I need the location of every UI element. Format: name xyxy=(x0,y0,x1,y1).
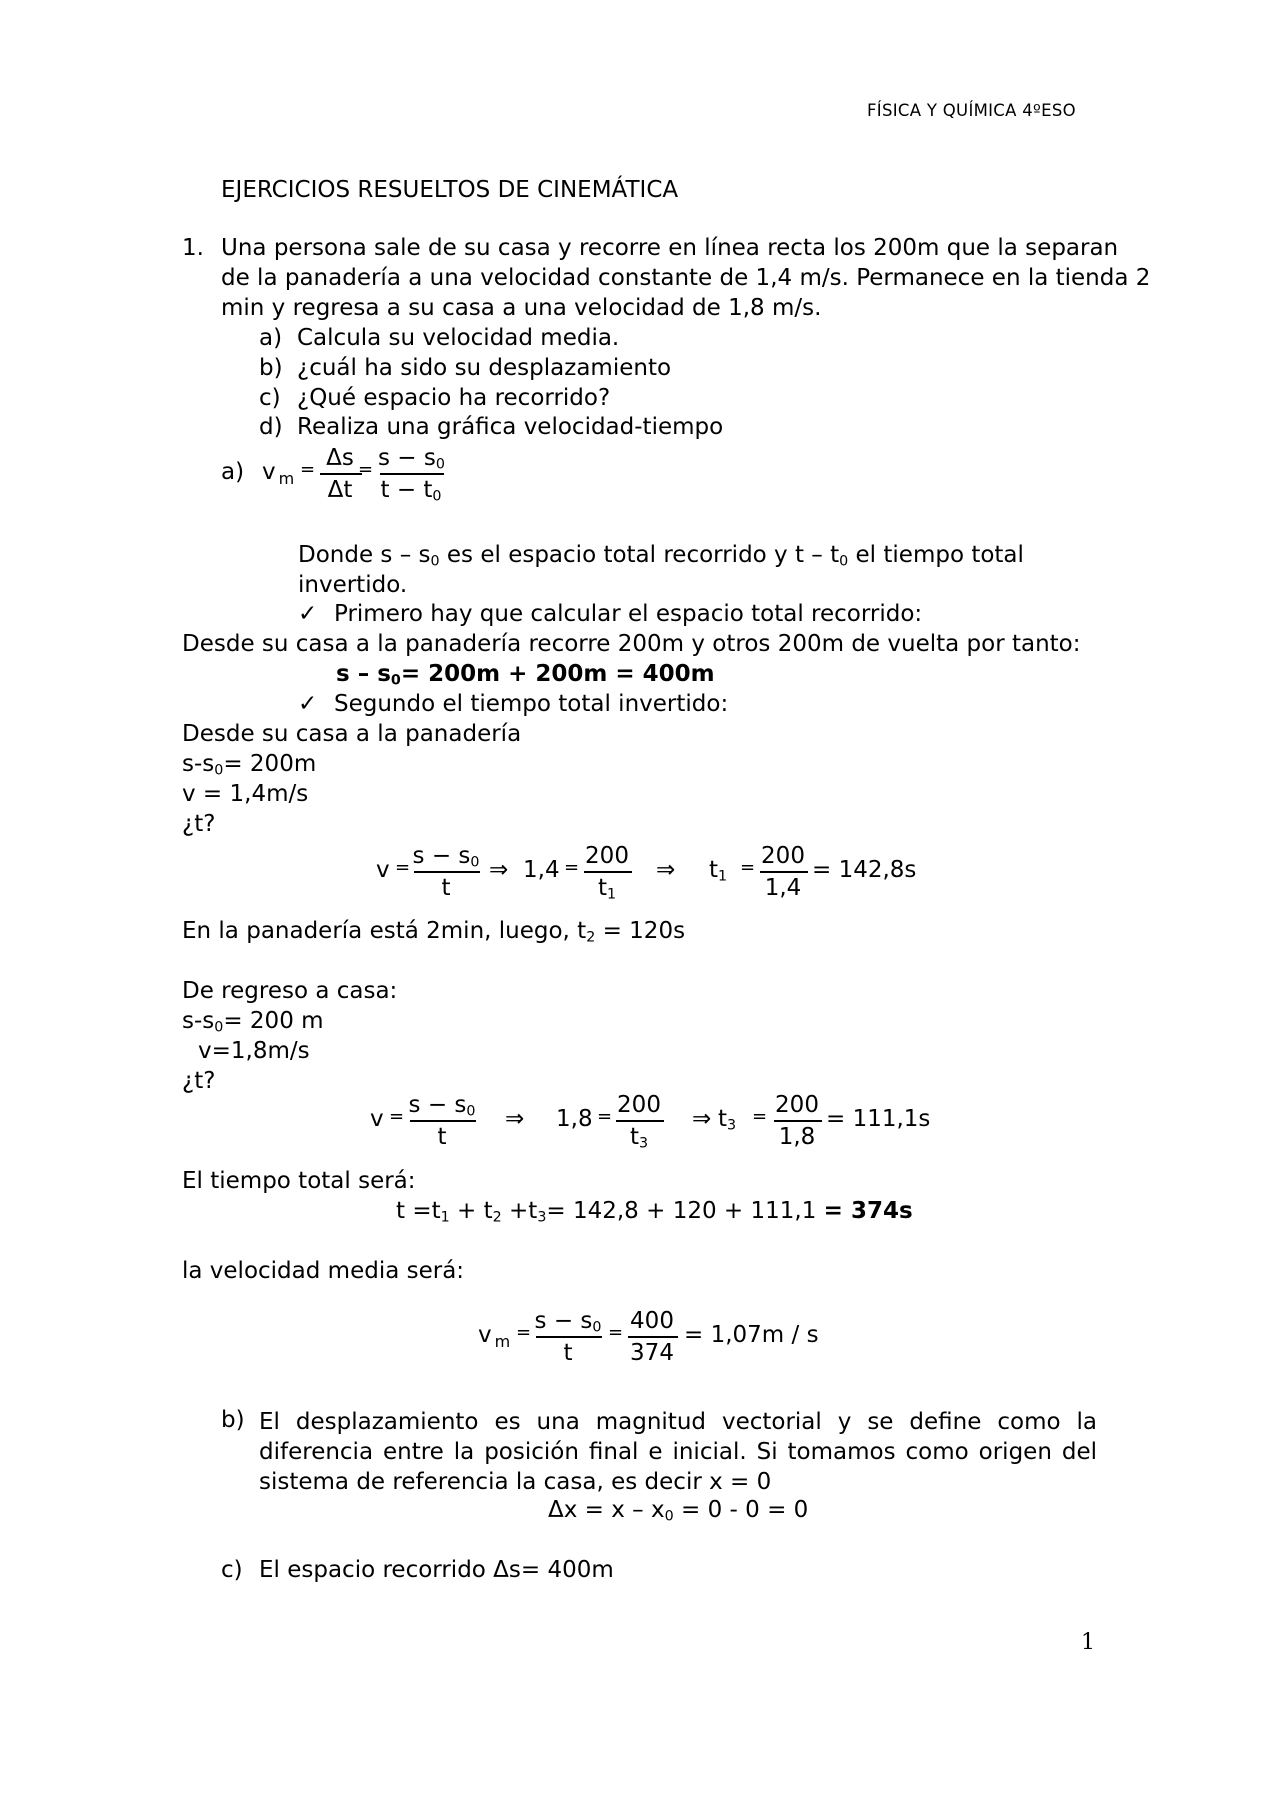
fraction-denominator: 1,4 xyxy=(764,875,802,901)
leg3-question: ¿t? xyxy=(182,1068,216,1094)
problem-number: 1. xyxy=(182,235,204,261)
fraction-denominator: t xyxy=(441,875,451,901)
fraction-bar xyxy=(628,1336,678,1338)
equals-sign: = xyxy=(358,459,374,480)
fraction-denominator: 374 xyxy=(630,1340,674,1366)
eq-t: $t_3$ xyxy=(718,1106,737,1134)
fraction-numerator: 200 xyxy=(775,1092,819,1118)
page-number: 1 xyxy=(1081,1630,1095,1655)
leg1-question: ¿t? xyxy=(182,811,216,837)
eq-value: 1,8 xyxy=(556,1106,593,1132)
fraction-bar xyxy=(410,1120,476,1122)
answer-c-label: c) xyxy=(221,1557,243,1583)
implies-arrow: ⇒ xyxy=(505,1106,525,1132)
fraction-numerator: $s - s_0$ xyxy=(412,843,480,871)
question-label: d) xyxy=(259,414,283,440)
fraction-bar xyxy=(760,871,808,873)
equals-sign: = xyxy=(395,857,411,878)
fraction-bar xyxy=(616,1120,664,1122)
answer-c-text: El espacio recorrido Δs= 400m xyxy=(259,1557,614,1583)
eq-result: = 111,1s xyxy=(826,1106,931,1132)
question-text: ¿cuál ha sido su desplazamiento xyxy=(297,355,672,381)
eq-t: $t_1$ xyxy=(709,857,728,885)
eq-value: 1,4 xyxy=(523,857,560,883)
fraction-bar xyxy=(536,1336,602,1338)
fraction-denominator: 1,8 xyxy=(778,1124,816,1150)
implies-arrow: ⇒ xyxy=(489,857,509,883)
equals-sign: = xyxy=(608,1322,624,1343)
where-line-2: invertido. xyxy=(298,572,408,598)
fraction-bar xyxy=(380,473,444,475)
fraction-bar xyxy=(320,473,362,475)
total-distance-result: $s - s_0= 200m + 200m = 400m$ xyxy=(336,661,715,689)
question-text: ¿Qué espacio ha recorrido? xyxy=(297,385,611,411)
statement-line-1: Una persona sale de su casa y recorre en línea recta los 200m que la separan xyxy=(221,235,1119,261)
total-distance-text: Desde su casa a la panadería recorre 200m y otros 200m de vuelta por tanto: xyxy=(182,631,1081,657)
leg3-title: De regreso a casa: xyxy=(182,978,398,1004)
fraction-numerator: $s - s_0$ xyxy=(378,445,445,473)
check-icon: ✓ xyxy=(298,691,318,717)
equals-sign: = xyxy=(752,1106,768,1127)
eq-v: v xyxy=(370,1106,384,1132)
fraction-numerator: 200 xyxy=(617,1092,661,1118)
equals-sign: = xyxy=(300,459,316,480)
eq-result: = 1,07m / s xyxy=(684,1322,819,1348)
question-text: Realiza una gráfica velocidad-tiempo xyxy=(297,414,724,440)
fraction-denominator: Δt xyxy=(327,477,353,503)
implies-arrow: ⇒ xyxy=(656,857,676,883)
formula-lhs: v $_m$ xyxy=(262,459,295,488)
leg1-title: Desde su casa a la panadería xyxy=(182,721,522,747)
eq-result: = 142,8s xyxy=(812,857,917,883)
total-time-result: = 374s xyxy=(823,1198,913,1224)
answer-b-text: El desplazamiento es una magnitud vectorial y se define como la diferencia entre la posición final e inicial. Si tomamos como origen del sistema de referencia la casa, es decir x = 0 xyxy=(259,1409,1097,1495)
fraction-numerator: $s - s_0$ xyxy=(408,1092,476,1120)
equals-sign: = xyxy=(740,857,756,878)
total-time-label: El tiempo total será: xyxy=(182,1168,416,1194)
statement-line-3: min y regresa a su casa a una velocidad de 1,8 m/s. xyxy=(221,295,822,321)
check-item-2: Segundo el tiempo total invertido: xyxy=(334,691,729,717)
fraction-bar xyxy=(414,871,480,873)
leg1-velocity: v = 1,4m/s xyxy=(182,781,309,807)
page-title: EJERCICIOS RESUELTOS DE CINEMÁTICA xyxy=(221,177,679,203)
leg1-distance: $s-s_0= 200m$ xyxy=(182,751,317,779)
equals-sign: = xyxy=(597,1106,613,1127)
fraction-denominator: t xyxy=(563,1340,573,1366)
answer-a-label: a) xyxy=(221,459,245,485)
fraction-numerator: 400 xyxy=(630,1308,674,1334)
implies-arrow: ⇒ xyxy=(692,1106,712,1132)
statement-line-2: de la panadería a una velocidad constante de 1,4 m/s. Permanece en la tienda 2 xyxy=(221,265,1151,291)
fraction-numerator: 200 xyxy=(585,843,629,869)
fraction-denominator: $t_3$ xyxy=(629,1124,649,1152)
eq-v: v xyxy=(376,857,390,883)
check-icon: ✓ xyxy=(298,601,318,627)
question-label: b) xyxy=(259,355,283,381)
mean-velocity-label: la velocidad media será: xyxy=(182,1258,465,1284)
answer-b-formula: $\Delta x = x - x_0 = 0 - 0 = 0$ xyxy=(548,1497,809,1525)
question-label: a) xyxy=(259,325,283,351)
equals-sign: = xyxy=(516,1322,532,1343)
total-time-formula: $t =t_1 + t_2 +t_3= 142,8 + 120 + 111,1 = 374s$ xyxy=(396,1198,913,1226)
fraction-denominator: $t_1$ xyxy=(597,875,617,903)
fraction-bar xyxy=(774,1120,822,1122)
fraction-numerator: Δs xyxy=(326,445,354,471)
fraction-denominator: $t - t_0$ xyxy=(380,477,442,505)
fraction-numerator: $s - s_0$ xyxy=(534,1308,602,1336)
check-item-1: Primero hay que calcular el espacio total recorrido: xyxy=(334,601,923,627)
leg3-distance: $s-s_0= 200$ m xyxy=(182,1008,324,1036)
page-header: FÍSICA Y QUÍMICA 4ºESO xyxy=(867,101,1076,120)
equals-sign: = xyxy=(564,857,580,878)
equals-sign: = xyxy=(389,1106,405,1127)
eq-v: v $_m$ xyxy=(478,1322,511,1351)
question-text: Calcula su velocidad media. xyxy=(297,325,620,351)
where-line-1: Donde s – $s_0$ es el espacio total recorrido y t – $t_0$ el tiempo total xyxy=(298,542,1024,570)
shop-time-line: En la panadería está 2min, luego, $t_2 = 120s$ xyxy=(182,918,686,946)
leg3-velocity: v=1,8m/s xyxy=(198,1038,310,1064)
question-label: c) xyxy=(259,385,281,411)
fraction-numerator: 200 xyxy=(761,843,805,869)
fraction-bar xyxy=(584,871,632,873)
fraction-denominator: t xyxy=(437,1124,447,1150)
answer-b-label: b) xyxy=(221,1407,245,1433)
